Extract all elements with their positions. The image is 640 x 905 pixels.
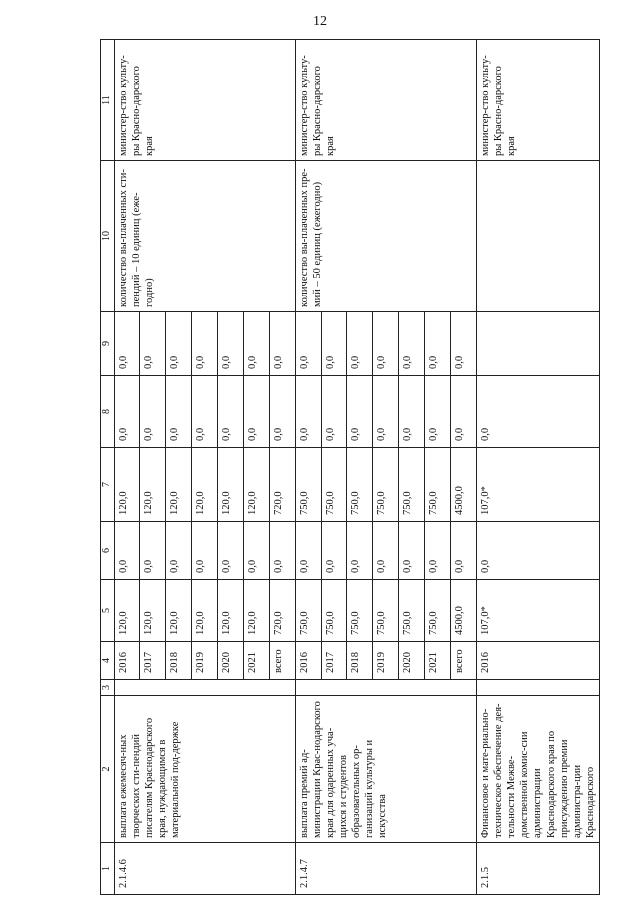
col-header-2: 2 [101,696,115,843]
cell-c5: 750,0 [347,580,373,642]
cell-c7: 720,0 [269,448,295,522]
col-header-3: 3 [101,680,115,696]
row-executor: министер-ство культу-ры Красно-дарского края [295,40,476,161]
cell-c7: 4500,0 [450,448,476,522]
cell-c8: 0,0 [321,376,347,448]
cell-c8: 0,0 [373,376,399,448]
row-year: 2017 [140,642,166,680]
table-row [114,40,140,895]
cell-c6: 0,0 [114,522,140,580]
cell-c7: 120,0 [166,448,192,522]
row-code: 2.1.5 [476,843,599,895]
cell-c6: 0,0 [166,522,192,580]
cell-c8: 0,0 [476,376,599,448]
cell-c5: 4500,0 [450,580,476,642]
cell-c5: 720,0 [269,580,295,642]
cell-c9: 0,0 [166,312,192,376]
row-year: 2021 [243,642,269,680]
cell-c8: 0,0 [114,376,140,448]
row-result: количество вы-плаченных пре-мий – 50 единиц (ежегодно) [295,161,476,312]
table-row [476,40,599,895]
cell-c9: 0,0 [373,312,399,376]
cell-c7: 120,0 [114,448,140,522]
col-header-1: 1 [101,843,115,895]
cell-c6: 0,0 [373,522,399,580]
budget-table [100,39,600,895]
cell-c9: 0,0 [140,312,166,376]
cell-c6: 0,0 [476,522,599,580]
cell-c6: 0,0 [269,522,295,580]
row-year: 2016 [295,642,321,680]
cell-c7: 750,0 [373,448,399,522]
cell-c9: 0,0 [399,312,425,376]
row-col3 [476,680,599,696]
cell-c5: 120,0 [114,580,140,642]
cell-c8: 0,0 [269,376,295,448]
row-year: 2016 [114,642,140,680]
cell-c6: 0,0 [192,522,218,580]
cell-c7: 120,0 [140,448,166,522]
cell-c5: 750,0 [425,580,451,642]
cell-c6: 0,0 [399,522,425,580]
cell-c7: 750,0 [425,448,451,522]
row-result [476,161,599,312]
cell-c9: 0,0 [425,312,451,376]
cell-c8: 0,0 [192,376,218,448]
row-year: 2018 [166,642,192,680]
cell-c8: 0,0 [166,376,192,448]
row-code: 2.1.4.7 [295,843,476,895]
cell-c8: 0,0 [140,376,166,448]
cell-c7: 120,0 [243,448,269,522]
cell-c9: 0,0 [347,312,373,376]
row-year: 2020 [218,642,244,680]
cell-c5: 750,0 [321,580,347,642]
cell-c6: 0,0 [347,522,373,580]
cell-c5: 120,0 [166,580,192,642]
cell-c8: 0,0 [295,376,321,448]
cell-c8: 0,0 [218,376,244,448]
cell-c9: 0,0 [218,312,244,376]
col-header-5: 5 [101,580,115,642]
header-row [101,40,115,895]
cell-c8: 0,0 [425,376,451,448]
page-number: 12 [313,14,327,29]
col-header-7: 7 [101,448,115,522]
cell-c5: 750,0 [295,580,321,642]
cell-c7: 750,0 [347,448,373,522]
table-row [295,40,321,895]
row-year: 2019 [192,642,218,680]
cell-c9: 0,0 [192,312,218,376]
row-name: выплата премий ад-министрации Крас-нодарского края для одаренных уча-щихся и студентов образовательных ор-ганизаций культуры и искусства [295,696,476,843]
cell-c5: 107,0* [476,580,599,642]
cell-c9: 0,0 [114,312,140,376]
cell-c5: 120,0 [218,580,244,642]
cell-c6: 0,0 [218,522,244,580]
cell-c9: 0,0 [321,312,347,376]
row-year: 2017 [321,642,347,680]
cell-c8: 0,0 [399,376,425,448]
row-year: 2020 [399,642,425,680]
cell-c9 [476,312,599,376]
row-executor: министер-ство культу-ры Красно-дарского края [476,40,599,161]
row-col3 [295,680,476,696]
cell-c5: 120,0 [140,580,166,642]
cell-c5: 750,0 [399,580,425,642]
col-header-6: 6 [101,522,115,580]
cell-c6: 0,0 [140,522,166,580]
cell-c9: 0,0 [243,312,269,376]
row-year: 2021 [425,642,451,680]
cell-c8: 0,0 [450,376,476,448]
cell-c6: 0,0 [295,522,321,580]
cell-c7: 750,0 [399,448,425,522]
row-name: выплата ежемесяч-ных творческих сти-пендий писателям Краснодарского края, нуждающимся в материальной под-держке [114,696,295,843]
cell-c9: 0,0 [450,312,476,376]
cell-c7: 120,0 [218,448,244,522]
col-header-4: 4 [101,642,115,680]
row-code: 2.1.4.6 [114,843,295,895]
cell-c9: 0,0 [295,312,321,376]
row-year: 2016 [476,642,599,680]
row-year: всего [450,642,476,680]
rotated-table-container [100,40,600,895]
row-result: количество вы-плаченных сти-пендий – 10 единиц (еже-годно) [114,161,295,312]
cell-c7: 107,0* [476,448,599,522]
cell-c6: 0,0 [321,522,347,580]
cell-c5: 120,0 [192,580,218,642]
col-header-10: 10 [101,161,115,312]
row-year: 2019 [373,642,399,680]
row-name: Финансовое и мате-риально-техническое обеспечение дея-тельности Межве-домственной комис-сии администрации Краснодарского края по присуждению премии администра-ции Краснодарского [476,696,599,843]
cell-c6: 0,0 [450,522,476,580]
col-header-11: 11 [101,40,115,161]
cell-c7: 750,0 [295,448,321,522]
cell-c5: 120,0 [243,580,269,642]
cell-c7: 750,0 [321,448,347,522]
col-header-8: 8 [101,376,115,448]
cell-c9: 0,0 [269,312,295,376]
col-header-9: 9 [101,312,115,376]
cell-c6: 0,0 [243,522,269,580]
cell-c8: 0,0 [347,376,373,448]
cell-c7: 120,0 [192,448,218,522]
cell-c6: 0,0 [425,522,451,580]
row-col3 [114,680,295,696]
cell-c8: 0,0 [243,376,269,448]
row-year: 2018 [347,642,373,680]
cell-c5: 750,0 [373,580,399,642]
row-year: всего [269,642,295,680]
row-executor: министер-ство культу-ры Красно-дарского края [114,40,295,161]
